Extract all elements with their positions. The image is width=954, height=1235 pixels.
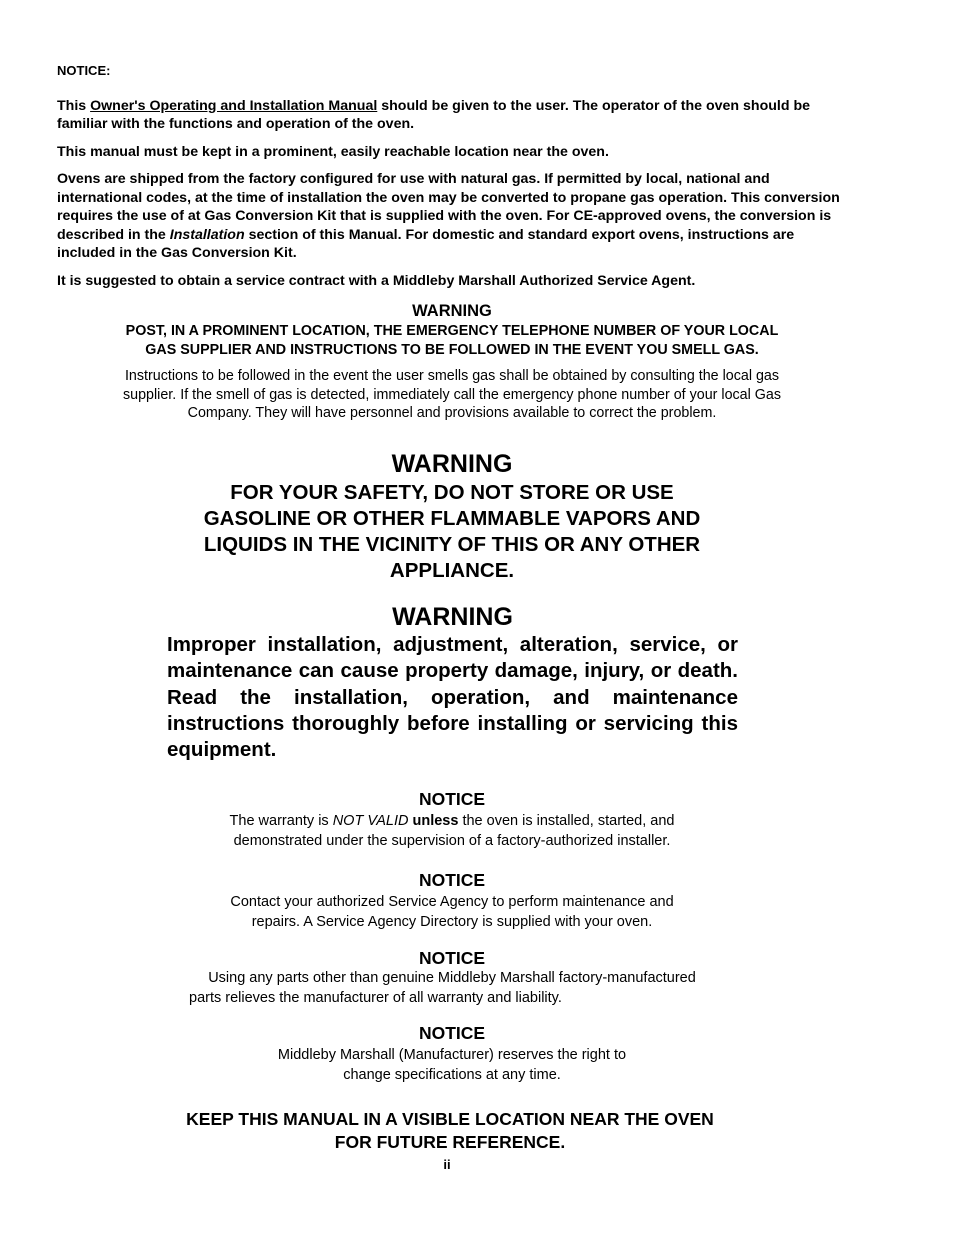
specifications-notice xyxy=(150,1023,754,1085)
flammable-warning xyxy=(150,450,754,584)
warranty-notice xyxy=(150,789,754,851)
service-notice xyxy=(150,870,754,932)
gas-warning-body-1: Instructions to be followed in the event the user smells gas shall be obtained by consulting the local gas xyxy=(124,368,780,384)
specifications-notice-heading: NOTICE xyxy=(418,1023,486,1043)
gas-warning-body-3: Company. They will have personnel and provisions available to correct the problem. xyxy=(187,405,717,421)
unless-bold: unless xyxy=(412,813,459,829)
gas-warning-line-2: GAS SUPPLIER AND INSTRUCTIONS TO BE FOLLOWED IN THE EVENT YOU SMELL GAS. xyxy=(145,342,759,358)
flammable-warning-line-1: FOR YOUR SAFETY, DO NOT STORE OR USE xyxy=(230,481,674,504)
warranty-text-b: the oven is installed, started, and xyxy=(458,813,675,829)
notice-p1-after: should be given to the user. The operator of the oven should be familiar with the functions and operation of the oven. xyxy=(57,97,811,132)
notice-paragraph-1 xyxy=(57,97,847,134)
warranty-notice-line-1 xyxy=(150,812,754,832)
installation-warning-heading: WARNING xyxy=(392,603,513,631)
keep-manual-line-2: FOR FUTURE REFERENCE. xyxy=(334,1132,566,1152)
page-number: ii xyxy=(443,1157,451,1172)
keep-manual-notice xyxy=(100,1108,800,1154)
notice-paragraph-4: It is suggested to obtain a service contract with a Middleby Marshall Authorized Service Agent. xyxy=(57,272,696,289)
parts-notice xyxy=(150,948,754,1008)
notice-p3-after: section of this Manual. For domestic and standard export ovens, instructions are included in the Gas Conversion Kit. xyxy=(57,226,795,261)
specifications-notice-line-1: Middleby Marshall (Manufacturer) reserves the right to xyxy=(277,1047,627,1063)
notice-paragraph-3 xyxy=(57,170,847,263)
flammable-warning-heading: WARNING xyxy=(391,450,513,478)
keep-manual-line-1: KEEP THIS MANUAL IN A VISIBLE LOCATION NEAR THE OVEN xyxy=(186,1109,714,1129)
notice-paragraph-2: This manual must be kept in a prominent, easily reachable location near the oven. xyxy=(57,143,609,160)
warranty-notice-heading: NOTICE xyxy=(418,789,486,809)
installation-italic: Installation xyxy=(169,226,245,243)
service-notice-line-1: Contact your authorized Service Agency to perform maintenance and xyxy=(230,894,674,910)
not-valid-italic: NOT VALID xyxy=(332,813,409,829)
notice-section xyxy=(57,62,847,299)
warranty-text-a: The warranty is xyxy=(229,813,333,829)
flammable-warning-line-4: APPLIANCE. xyxy=(389,559,515,582)
specifications-notice-line-2: change specifications at any time. xyxy=(343,1066,561,1083)
manual-title-underlined: Owner's Operating and Installation Manual xyxy=(90,97,378,114)
service-notice-heading: NOTICE xyxy=(418,870,486,890)
service-notice-line-2: repairs. A Service Agency Directory is supplied with your oven. xyxy=(251,913,653,930)
warranty-notice-line-2: demonstrated under the supervision of a factory-authorized installer. xyxy=(233,832,671,849)
parts-notice-line-2: parts relieves the manufacturer of all warranty and liability. xyxy=(189,989,562,1006)
gas-warning-body-2: supplier. If the smell of gas is detected, immediately call the emergency phone number of your local Gas xyxy=(123,386,781,403)
flammable-warning-line-3: LIQUIDS IN THE VICINITY OF THIS OR ANY OTHER xyxy=(203,533,701,556)
notice-label: NOTICE: xyxy=(57,63,111,78)
gas-smell-warning xyxy=(57,301,847,423)
installation-warning-text: Improper installation, adjustment, alteration, service, or maintenance can cause property damage, injury, or death. Read the installation, operation, and maintenance instructions thoroughly before installing or servicing this equipment. xyxy=(167,633,738,762)
parts-notice-line-1: Using any parts other than genuine Middleby Marshall factory-manufactured xyxy=(208,970,696,986)
notice-p1-before: This xyxy=(57,97,91,114)
notice-p3-before: Ovens are shipped from the factory configured for use with natural gas. If permitted by local, national and international codes, at the time of installation the oven may be converted to propane gas operation. This conversion requires the use of at Gas Conversion Kit that is supplied with the oven. For CE-approved ovens, the conversion is described in the xyxy=(57,171,840,243)
parts-notice-heading: NOTICE xyxy=(418,948,486,968)
installation-warning xyxy=(167,603,738,763)
gas-warning-heading: WARNING xyxy=(412,302,492,320)
gas-warning-line-1: POST, IN A PROMINENT LOCATION, THE EMERGENCY TELEPHONE NUMBER OF YOUR LOCAL xyxy=(125,323,779,339)
flammable-warning-line-2: GASOLINE OR OTHER FLAMMABLE VAPORS AND xyxy=(203,507,701,530)
